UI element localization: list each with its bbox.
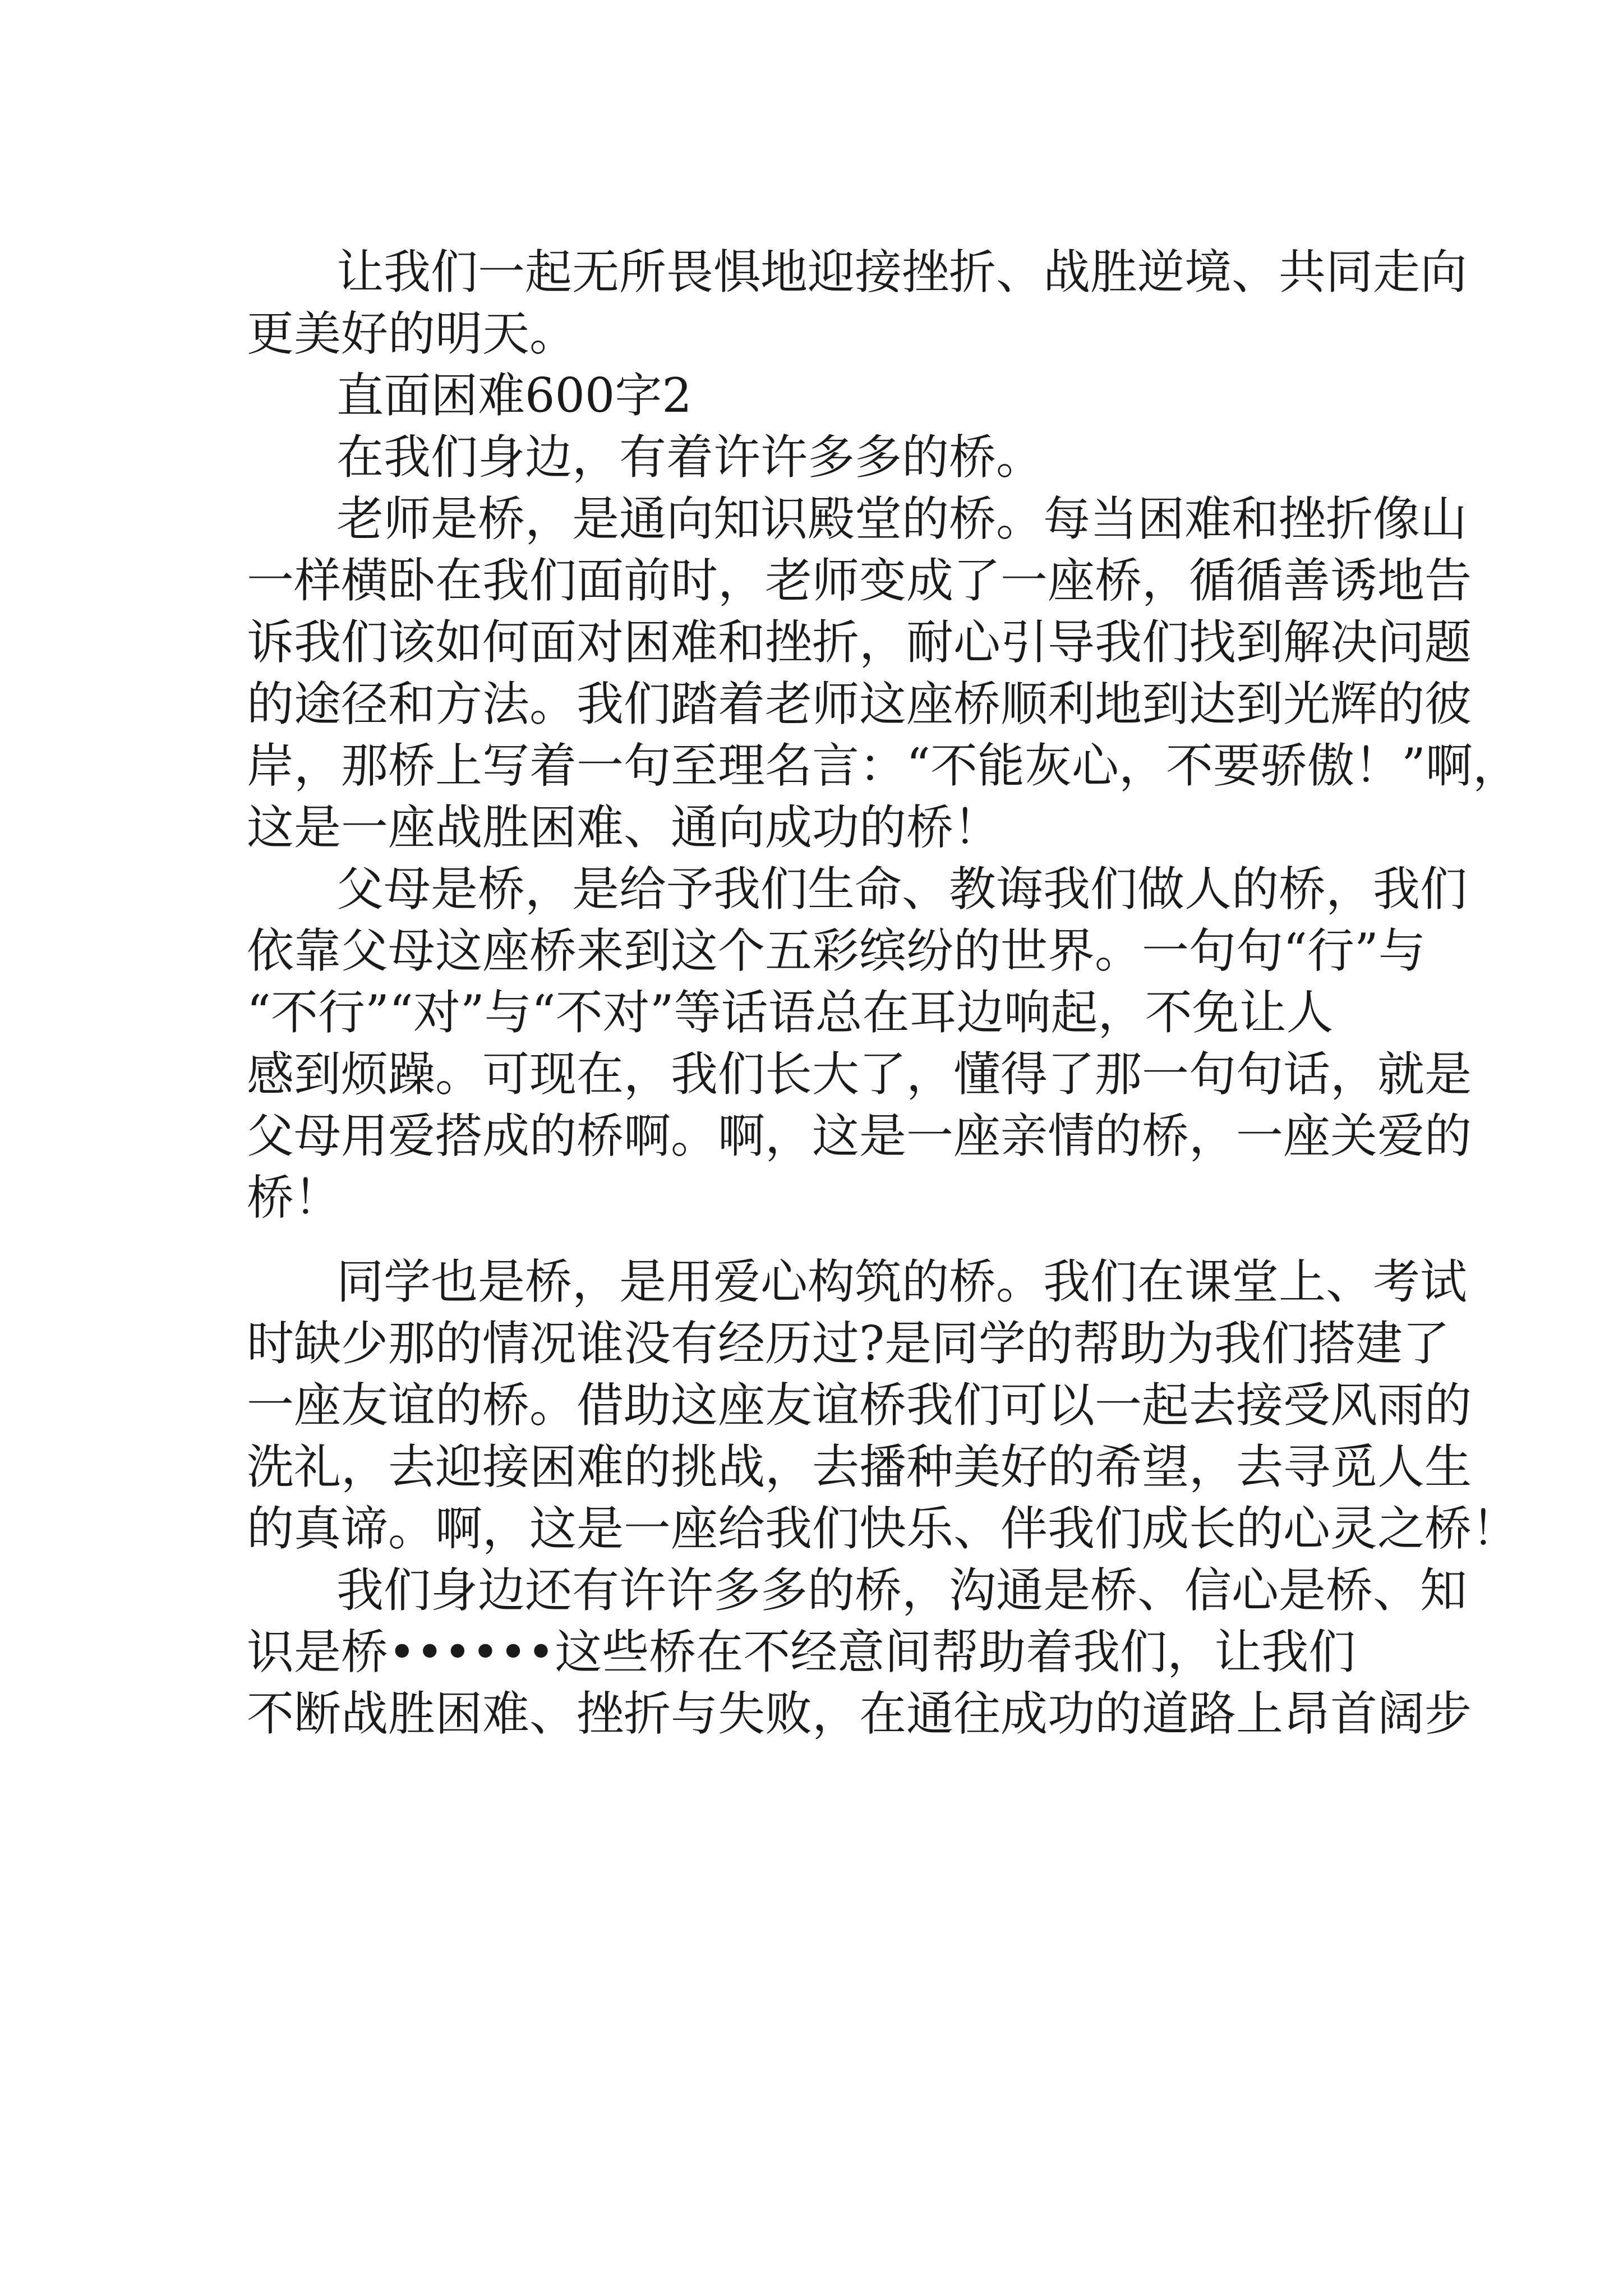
paragraph-line: 更美好的明天。	[247, 306, 577, 361]
paragraph-line: 让我们一起无所畏惧地迎接挫折、战胜逆境、共同走向	[336, 245, 1468, 300]
paragraph-line: 的真谛。啊，这是一座给我们快乐、伴我们成长的心灵之桥！	[247, 1501, 1519, 1556]
paragraph-line: 识是桥••••••这些桥在不经意间帮助着我们，让我们	[247, 1625, 1356, 1680]
paragraph-line: 一座友谊的桥。借助这座友谊桥我们可以一起去接受风雨的	[247, 1378, 1472, 1433]
section-heading: 直面困难600字2	[336, 368, 692, 423]
paragraph-line: 同学也是桥，是用爱心构筑的桥。我们在课堂上、考试	[336, 1254, 1468, 1309]
paragraph-line: 在我们身边，有着许许多多的桥。	[336, 430, 1044, 485]
paragraph-line: 岸，那桥上写着一句至理名言：“不能灰心，不要骄傲！”啊，	[247, 738, 1520, 793]
paragraph-line: 父母是桥，是给予我们生命、教诲我们做人的桥，我们	[336, 862, 1468, 917]
paragraph-line: 我们身边还有许许多多的桥，沟通是桥、信心是桥、知	[336, 1563, 1468, 1618]
paragraph-line: 的途径和方法。我们踏着老师这座桥顺利地到达到光辉的彼	[247, 677, 1472, 731]
paragraph-line: 洗礼，去迎接困难的挑战，去播种美好的希望，去寻觅人生	[247, 1439, 1472, 1494]
paragraph-line: 桥！	[247, 1170, 342, 1225]
paragraph-line: 时缺少那的情况谁没有经历过?是同学的帮助为我们搭建了	[247, 1316, 1450, 1371]
paragraph-line: 老师是桥，是通向知识殿堂的桥。每当困难和挫折像山	[336, 491, 1468, 546]
paragraph-line: 诉我们该如何面对困难和挫折，耐心引导我们找到解决问题	[247, 615, 1472, 670]
paragraph-line: “不行”“对”与“不对”等话语总在耳边响起，不免让人	[247, 985, 1334, 1040]
paragraph-line: 依靠父母这座桥来到这个五彩缤纷的世界。一句句“行”与	[247, 923, 1426, 978]
paragraph-line: 这是一座战胜困难、通向成功的桥！	[247, 800, 1001, 855]
paragraph-line: 父母用爱搭成的桥啊。啊，这是一座亲情的桥，一座关爱的	[247, 1108, 1472, 1163]
paragraph-line: 不断战胜困难、挫折与失败，在通往成功的道路上昂首阔步	[247, 1686, 1472, 1741]
paragraph-line: 感到烦躁。可现在，我们长大了，懂得了那一句句话，就是	[247, 1047, 1472, 1102]
paragraph-line: 一样横卧在我们面前时，老师变成了一座桥，循循善诱地告	[247, 553, 1472, 608]
